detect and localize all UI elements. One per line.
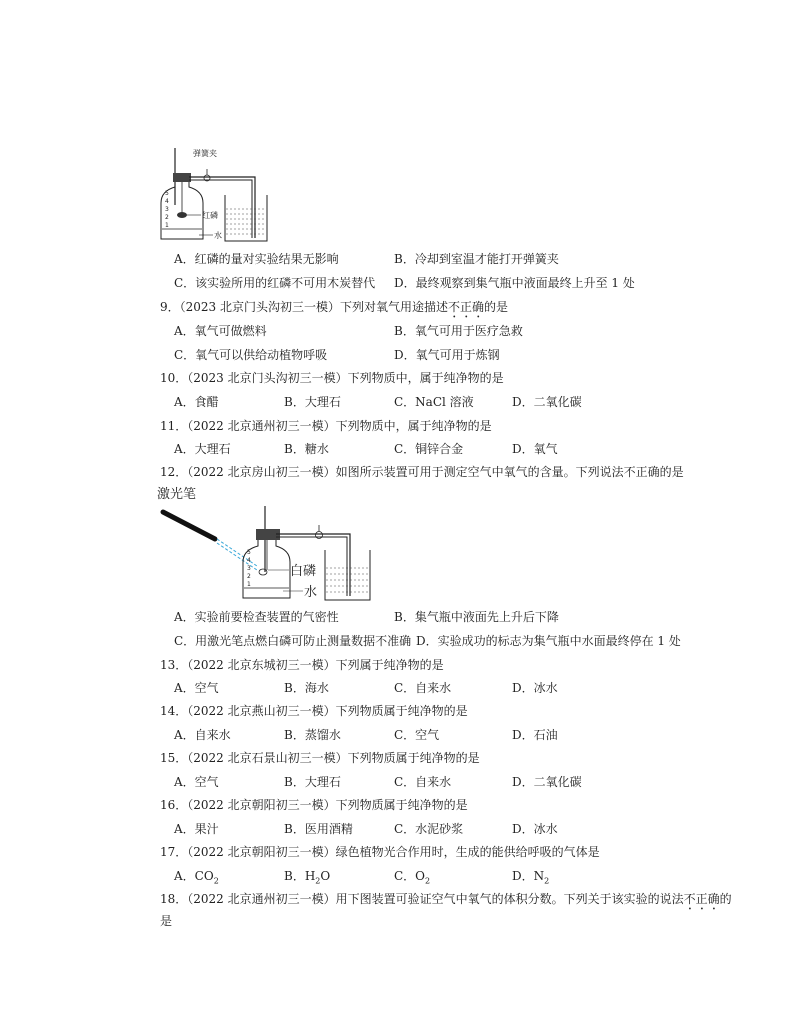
q14-option-c: C．空气: [394, 728, 440, 742]
q11-option-c: C．铜锌合金: [394, 442, 464, 456]
q11-option-a: A．大理石: [174, 442, 231, 456]
figure-apparatus-2: [155, 484, 380, 604]
svg-text:2: 2: [247, 573, 251, 580]
q9-stem: 9．（2023 北京门头沟初三一模）下列对氧气用途描述不正确的是: [160, 300, 509, 314]
q11-stem: 11．（2022 北京通州初三一模）下列物质中，属于纯净物的是: [160, 419, 492, 433]
q10-option-c: C．NaCl 溶液: [394, 395, 474, 409]
label-water-2: 水: [304, 585, 318, 600]
q12-option-c: C．用激光笔点燃白磷可防止测量数据不准确: [174, 634, 412, 648]
q18-stem: 18．（2022 北京通州初三一模）用下图装置可验证空气中氧气的体积分数。下列关于该实验的说法不正确的: [160, 892, 732, 906]
svg-text:5: 5: [165, 190, 169, 197]
q17-option-c: C．$O_2$: [394, 869, 431, 886]
q13-option-d: D．冰水: [512, 681, 558, 695]
q16-stem: 16．（2022 北京朝阳初三一模）下列物质属于纯净物的是: [160, 798, 468, 812]
q9-option-c: C．氧气可以供给动植物呼吸: [174, 348, 328, 362]
q9-option-b: B．氧气可用于医疗急救: [394, 324, 523, 338]
svg-text:4: 4: [165, 198, 169, 205]
q10-option-a: A．食醋: [174, 395, 219, 409]
label-phosphorus: 红磷: [202, 211, 218, 220]
q16-option-b: B．医用酒精: [284, 822, 353, 836]
q8-option-a: A．红磷的量对实验结果无影响: [174, 252, 339, 266]
label-white-phosphorus: 白磷: [290, 564, 317, 579]
label-water: 水: [214, 231, 222, 240]
q8-option-c: C．该实验所用的红磷不可用木炭替代: [174, 276, 376, 290]
q12-stem: 12．（2022 北京房山初三一模）如图所示装置可用于测定空气中氧气的含量。下列说法不正确的是: [160, 465, 684, 479]
q10-option-d: D．二氧化碳: [512, 395, 582, 409]
q10-stem: 10．（2023 北京门头沟初三一模）下列物质中，属于纯净物的是: [160, 371, 504, 385]
q9-option-d: D．氧气可用于炼钢: [394, 348, 500, 362]
q14-option-d: D．石油: [512, 728, 558, 742]
svg-text:1: 1: [165, 222, 169, 229]
q12-option-d: D．实验成功的标志为集气瓶中水面最终停在 1 处: [416, 634, 681, 648]
q15-option-a: A．空气: [174, 775, 219, 789]
q17-option-a: A．$CO_2$: [174, 869, 219, 886]
q15-option-d: D．二氧化碳: [512, 775, 582, 789]
q16-option-a: A．果汁: [174, 822, 219, 836]
q10-option-b: B．大理石: [284, 395, 341, 409]
q17-stem: 17．（2022 北京朝阳初三一模）绿色植物光合作用时，生成的能供给呼吸的气体是: [160, 845, 600, 859]
q16-option-c: C．水泥砂浆: [394, 822, 464, 836]
svg-text:3: 3: [165, 206, 169, 213]
svg-text:3: 3: [247, 565, 251, 572]
figure-apparatus-1: [155, 143, 275, 245]
q13-stem: 13．（2022 北京东城初三一模）下列属于纯净物的是: [160, 658, 444, 672]
label-clip: 弹簧夹: [193, 149, 217, 158]
q16-option-d: D．冰水: [512, 822, 558, 836]
q17-option-b: B．$H_2O$: [284, 869, 331, 886]
q14-option-b: B．蒸馏水: [284, 728, 341, 742]
q15-stem: 15．（2022 北京石景山初三一模）下列物质属于纯净物的是: [160, 751, 480, 765]
q11-option-b: B．糖水: [284, 442, 329, 456]
q11-option-d: D．氧气: [512, 442, 558, 456]
label-laser-pen: 激光笔: [157, 487, 197, 502]
q12-option-b: B．集气瓶中液面先上升后下降: [394, 610, 559, 624]
q8-option-b: B．冷却到室温才能打开弹簧夹: [394, 252, 559, 266]
svg-text:5: 5: [247, 549, 251, 556]
q18-stem-line2: 是: [160, 914, 173, 928]
svg-text:1: 1: [247, 581, 251, 588]
svg-text:4: 4: [247, 557, 251, 564]
q13-option-a: A．空气: [174, 681, 219, 695]
q14-option-a: A．自来水: [174, 728, 231, 742]
q14-stem: 14．（2022 北京燕山初三一模）下列物质属于纯净物的是: [160, 704, 468, 718]
q15-option-c: C．自来水: [394, 775, 452, 789]
q8-option-d: D．最终观察到集气瓶中液面最终上升至 1 处: [394, 276, 635, 290]
q13-option-b: B．海水: [284, 681, 329, 695]
q13-option-c: C．自来水: [394, 681, 452, 695]
q17-option-d: D．$N_2$: [512, 869, 550, 886]
svg-text:2: 2: [165, 214, 169, 221]
q9-option-a: A．氧气可做燃料: [174, 324, 267, 338]
q15-option-b: B．大理石: [284, 775, 341, 789]
q12-option-a: A．实验前要检查装置的气密性: [174, 610, 339, 624]
